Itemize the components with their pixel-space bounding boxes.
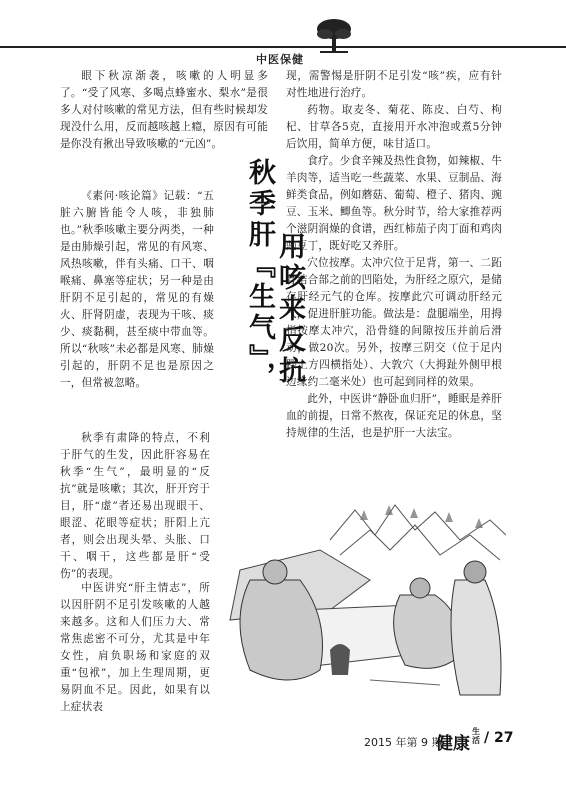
body-paragraph: 眼下秋凉渐袭，咳嗽的人明显多了。“受了风寒、多喝点蜂蜜水、梨水”是很多人对付咳嗽的常见方法，但有些时候却发现没什么用，反而越咳越上瘾，原因有可能是你没有揪出导致咳嗽的“元凶”。 (60, 70, 268, 150)
right-column (286, 68, 502, 442)
issue-label: 2015 年第 9 期 (364, 736, 443, 749)
body-paragraph: 中医讲究“肝主情志”，所以因肝阴不足引发咳嗽的人越来越多。这和人们压力大、常常焦虑密不可分，尤其是中年女性，肩负职场和家庭的双重“包袱”，加上生理周期，更易阴血不足。因此，如果有以上症状表 (60, 582, 210, 713)
body-paragraph: 药物。取麦冬、菊花、陈皮、白芍、枸杞、甘草各5克，直接用开水冲泡或煮5分钟后饮用，简单方便，味甘适口。 (286, 104, 502, 150)
magazine-brand-sub: 生活 (472, 727, 480, 745)
left-column-intro (60, 68, 268, 153)
body-paragraph: 现，需警惕是肝阴不足引发“咳”疾，应有针对性地进行治疗。 (286, 70, 502, 99)
ink-painting-illustration (210, 500, 506, 706)
article-title-line2: 用咳来反抗 (274, 232, 305, 387)
body-paragraph: 《素问·咳论篇》记载：“五脏六腑皆能令人咳，非独肺也。”秋季咳嗽主要分两类，一种是由肺燥引起，常见的有风寒、风热咳嗽，伴有头痛、口干、咽喉痛、鼻塞等症状；另一种是由肝阴不足引起的，常见的有燥火、肝肾阴虚，表现为干咳、痰少、痰黏稠，甚至痰中带血等。所以“秋咳”未必都是风寒、肺燥引起的，肝阴不足也是原因之一，但常被忽略。 (60, 190, 214, 389)
header-rule (0, 46, 566, 48)
left-column-middle (60, 188, 214, 392)
body-paragraph: 穴位按摩。太冲穴位于足背，第一、二跖骨结合部之前的凹陷处，为肝经之原穴，是储存肝经元气的仓库。按摩此穴可调动肝经元气，促进肝脏功能。做法是：盘腿端坐，用拇指按摩太冲穴，沿骨缝的间隙按压并前后滑动，做20次。另外，按摩三阴交（位于足内踝上方四横指处）、大敦穴（大拇趾外侧甲根边缘约二毫米处）也可起到同样的效果。 (286, 257, 502, 388)
body-paragraph: 此外，中医讲“静卧血归肝”，睡眠是养肝血的前提，日常不熬夜，保证充足的休息，坚持规律的生活，也是护肝一大法宝。 (286, 393, 502, 439)
page-number: / 27 (484, 730, 514, 746)
body-paragraph: 秋季有肃降的特点，不利于肝气的生发，因此肝容易在秋季“生气”，最明显的“反抗”就是咳嗽；其次，肝开窍于目，肝“虚”者还易出现眼干、眼涩、花眼等症状；肝阳上亢者，则会出现头晕、头胀、口干、咽干，这些都是肝“受伤”的表现。 (60, 432, 210, 580)
left-column-bottom (60, 580, 210, 716)
tree-icon (314, 16, 354, 58)
magazine-brand: 健康 (436, 734, 470, 754)
body-paragraph: 食疗。少食辛辣及热性食物，如辣椒、牛羊肉等，适当吃一些蔬菜、水果、豆制品、海鲜类食品，例如蘑菇、葡萄、橙子、猪肉、豌豆、玉米、鲫鱼等。秋分时节，给大家推荐两个滋阴润燥的食谱，西红柿茄子肉丁面和鸡肉豌豆丁，既好吃又养肝。 (286, 155, 502, 252)
left-column-lower (60, 430, 210, 583)
section-label: 中医保健 (256, 53, 304, 66)
article-title-line1: 秋季肝『生气』， (244, 158, 275, 393)
